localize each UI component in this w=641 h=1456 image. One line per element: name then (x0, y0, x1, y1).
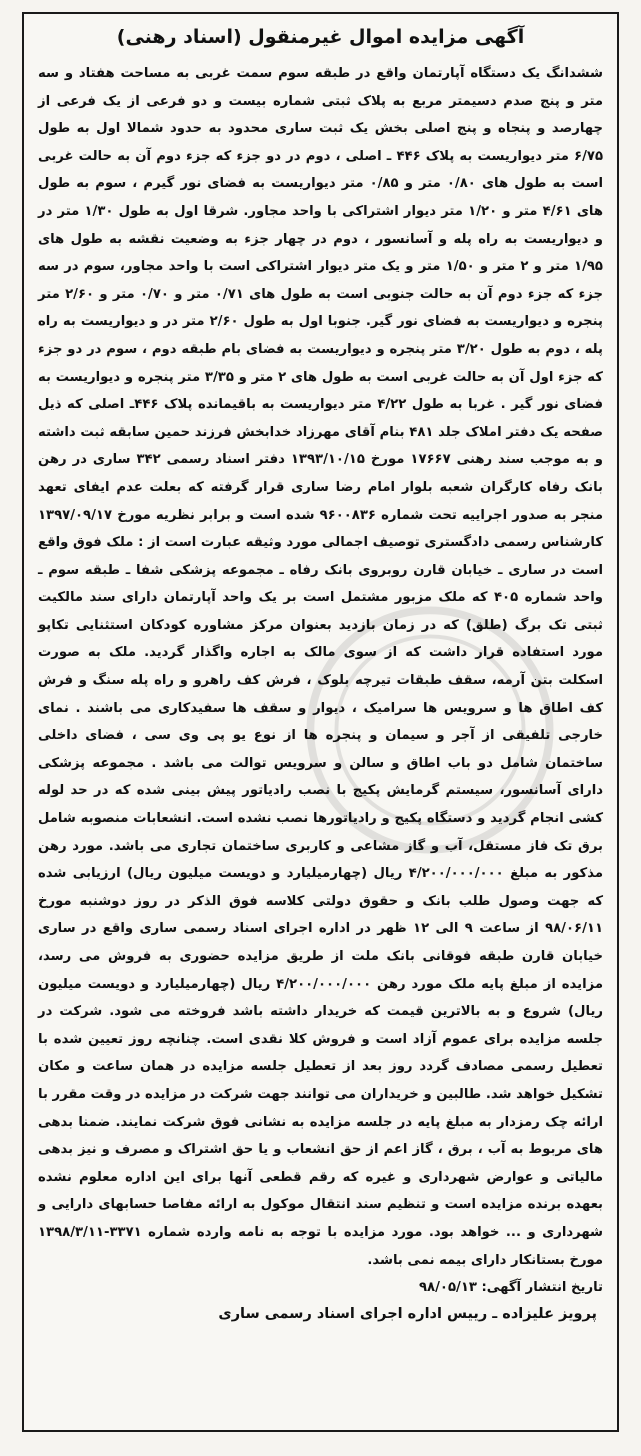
notice-paragraph: ششدانگ یک دستگاه آپارتمان واقع در طبقه سوم سمت غربی به مساحت هفتاد و سه متر و پنج صدم دسیمتر مربع به پلاک ثبتی شماره بیست و دو فرعی از یک فرعی از چهارصد و پنجاه و پنج اصلی بخش یک ثبت ساری محدود به حدود شمالا اول به طول ۶/۷۵ متر دیواریست به پلاک ۴۴۶ ـ اصلی ، دوم در دو جزء که جزء دوم آن به حالت غربی است به طول های ۰/۸۰ متر و ۰/۸۵ متر دیواریست به فضای نور گیرم ، سوم به طول های ۴/۶۱ متر و ۱/۲۰ متر دیوار اشتراکی با واحد مجاور. شرقا اول به طول ۱/۳۰ متر در و دیواریست به راه پله و آسانسور ، دوم در چهار جزء به وضعیت نقشه به طول های ۱/۹۵ متر و ۲ متر و ۱/۵۰ متر و یک متر دیوار اشتراکی است با واحد مجاور، سوم در سه جزء که جزء دوم آن به حالت جنوبی است به طول های ۰/۷۱ متر و ۰/۷۰ متر و ۲/۶۰ متر پنجره و دیواریست به فضای نور گیر. جنوبا اول به طول ۲/۶۰ متر در و دیواریست به راه پله ، دوم به طول ۳/۲۰ متر پنجره و دیواریست به فضای بام طبقه دوم ، سوم در دو جزء که جزء اول آن به حالت غربی است به طول های ۲ متر و ۳/۳۵ متر پنجره و دیواریست به فضای نور گیر . غربا به طول ۴/۲۲ متر دیواریست به باقیمانده پلاک ۴۴۶ـ اصلی که ذیل صفحه یک دفتر املاک جلد ۴۸۱ بنام آقای مهرزاد خدابخش فرزند حمین سابقه ثبت داشته و به موجب سند رهنی ۱۷۶۶۷ مورخ ۱۳۹۳/۱۰/۱۵ دفتر اسناد رسمی ۳۴۲ ساری در رهن بانک رفاه کارگران شعبه بلوار امام رضا ساری قرار گرفته که بعلت عدم ایفای تعهد منجر به صدور اجراییه تحت شماره ۹۶۰۰۸۳۶ شده است و برابر نظریه مورخ ۱۳۹۷/۰۹/۱۷ کارشناس رسمی دادگستری توصیف اجمالی مورد وثیقه عبارت است از : ملک فوق واقع است در ساری ـ خیابان قارن روبروی بانک رفاه ـ مجموعه پزشکی شفا ـ طبقه سوم ـ واحد شماره ۴۰۵ که ملک مزبور مشتمل است بر یک واحد آپارتمان دارای سند مالکیت ثبتی تک برگ (طلق) که در زمان بازدید بعنوان مرکز مشاوره کودکان استثنایی تکاپو مورد استفاده قرار داشت که از سوی مالک به اجاره واگذار گردید. ملک به صورت اسکلت بتن آرمه، سقف طبقات تیرچه بلوک ، فرش کف راهرو و راه پله سنگ و فرش کف اطاق ها و سرویس ها سرامیک ، دیوار و سقف ها سفیدکاری می باشند . نمای خارجی تلفیقی از آجر و سیمان و پنجره ها از نوع یو پی وی سی ، فضای داخلی ساختمان شامل دو باب اطاق و سالن و سرویس توالت می باشد . مجموعه پزشکی دارای آسانسور، سیستم گرمایش پکیج با نصب رادیاتور پیش بینی شده که در حد لوله کشی انجام گردید و دستگاه پکیج و رادیاتورها نصب نشده است. انشعابات منصوبه شامل برق تک فاز مستقل، آب و گاز مشاعی و کاربری ساختمان تجاری می باشد. مورد رهن مذکور به مبلغ ۴/۲۰۰/۰۰۰/۰۰۰ ریال (چهارمیلیارد و دویست میلیون ریال) ارزیابی شده که جهت وصول طلب بانک و حقوق دولتی کلاسه فوق الذکر در روز دوشنبه مورخ ۹۸/۰۶/۱۱ از ساعت ۹ الی ۱۲ ظهر در اداره اجرای اسناد رسمی ساری واقع در ساری خیابان قارن طبقه فوقانی بانک ملت از طریق مزایده حضوری به فروش می رسد، مزایده از مبلغ پایه ملک مورد رهن ۴/۲۰۰/۰۰۰/۰۰۰ ریال (چهارمیلیارد و دویست میلیون ریال) شروع و به بالاترین قیمت که خریدار داشته باشد فروخته می شود. شرکت در جلسه مزایده برای عموم آزاد است و فروش کلا نقدی است. چنانچه روز تعیین شده با تعطیل رسمی مصادف گردد روز بعد از تعطیل جلسه مزایده در همان ساعت و مکان تشکیل خواهد شد. طالبین و خریداران می توانند جهت شرکت در مزایده در وقت مقرر با ارائه چک رمزدار به مبلغ پایه در جلسه مزایده به نشانی فوق شرکت نمایند. ضمنا بدهی های مربوط به آب ، برق ، گاز اعم از حق انشعاب و یا حق اشتراک و مصرف و نیز بدهی مالیاتی و عوارض شهرداری و غیره که رقم قطعی آنها برای این اداره معلوم نشده بعهده برنده مزایده است و تنظیم سند انتقال موکول به ارائه مفاصا حسابهای دارایی و شهرداری و ... خواهد بود. مورد مزایده با توجه به نامه وارده شماره ۳۳۷۱-۱۳۹۸/۳/۱۱ مورخ بستانکار دارای بیمه نمی باشد. (38, 66, 604, 1268)
auction-notice-box (22, 12, 619, 1432)
signature-line: پرویز علیزاده ـ رییس اداره اجرای اسناد رسمی ساری (218, 1306, 597, 1323)
notice-body (38, 60, 603, 1274)
notice-title: آگهی مزایده اموال غیرمنقول (اسناد رهنی) (116, 26, 525, 48)
publish-date: تاریخ انتشار آگهی: ۹۸/۰۵/۱۳ (419, 1280, 603, 1296)
